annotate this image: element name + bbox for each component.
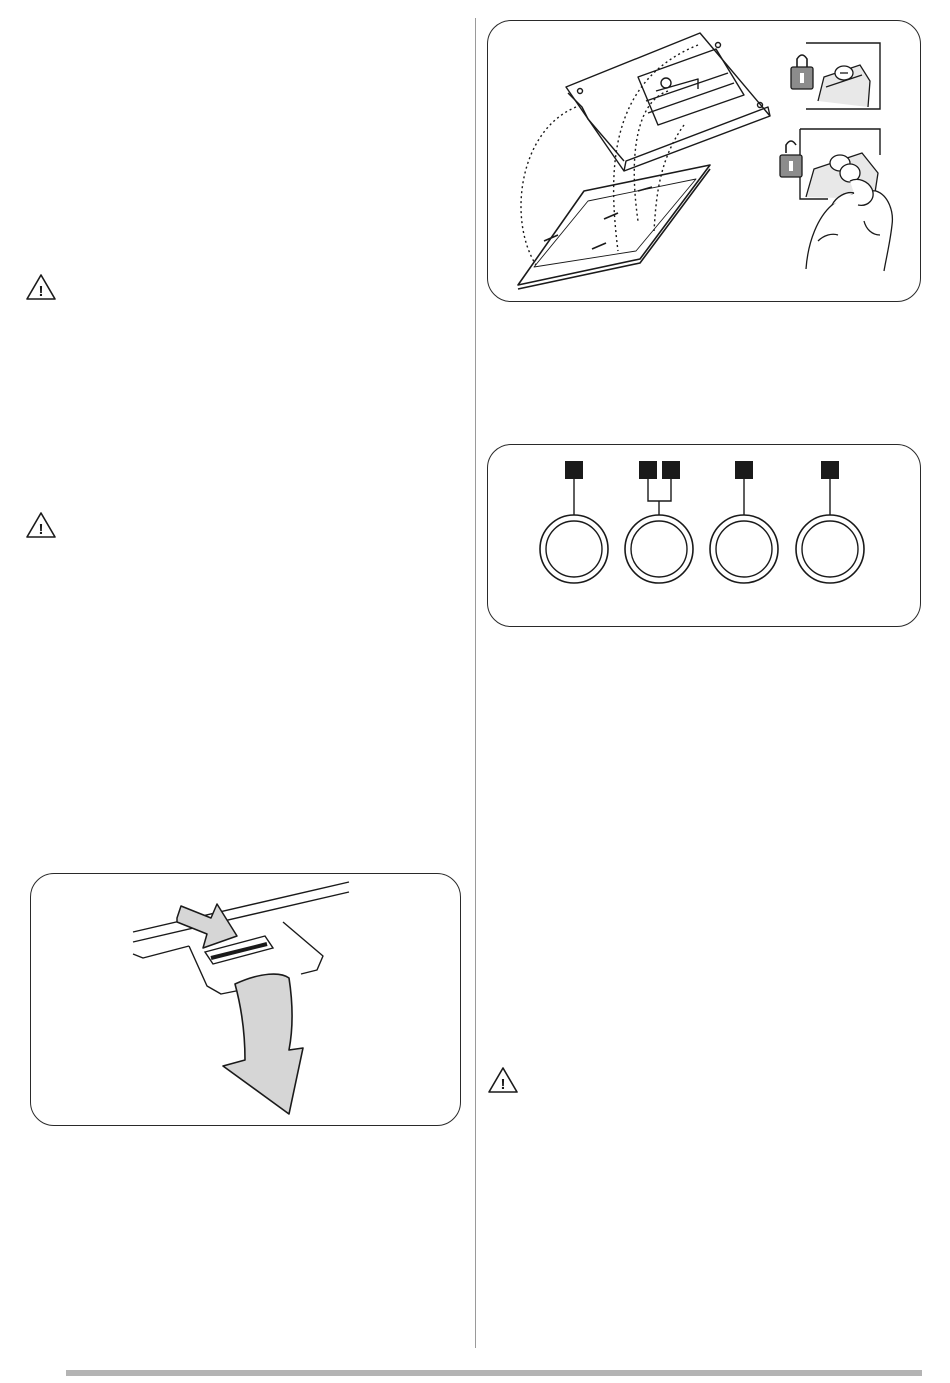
- filter-release-figure: [30, 873, 461, 1126]
- column-divider: [475, 18, 476, 1348]
- pull-down-arrow-icon: [223, 974, 303, 1114]
- control-knob: [796, 515, 864, 583]
- warning-icon: [24, 272, 58, 302]
- control-knob: [710, 515, 778, 583]
- grease-filter-panel: [518, 165, 710, 289]
- warning-icon: [24, 510, 58, 540]
- padlock-unlocked-icon: [780, 141, 802, 177]
- svg-text:!: !: [500, 1076, 506, 1093]
- hood-front-edge: [133, 882, 349, 994]
- knob-marker-3: [735, 461, 753, 517]
- filter-removal-figure: [487, 20, 921, 302]
- hood-housing: [566, 33, 770, 171]
- knob-marker-2: [639, 461, 680, 517]
- padlock-locked-icon: [791, 55, 813, 89]
- warning-icon: [486, 1065, 520, 1095]
- svg-text:!: !: [38, 283, 44, 300]
- control-knob: [625, 515, 693, 583]
- control-knobs-figure: [487, 444, 921, 627]
- swing-path: [521, 45, 698, 265]
- knob-marker-1: [565, 461, 583, 517]
- svg-text:!: !: [38, 521, 44, 538]
- knob-marker-4: [821, 461, 839, 517]
- footer-rule: [66, 1370, 922, 1376]
- locked-detail: [806, 43, 880, 109]
- control-knob: [540, 515, 608, 583]
